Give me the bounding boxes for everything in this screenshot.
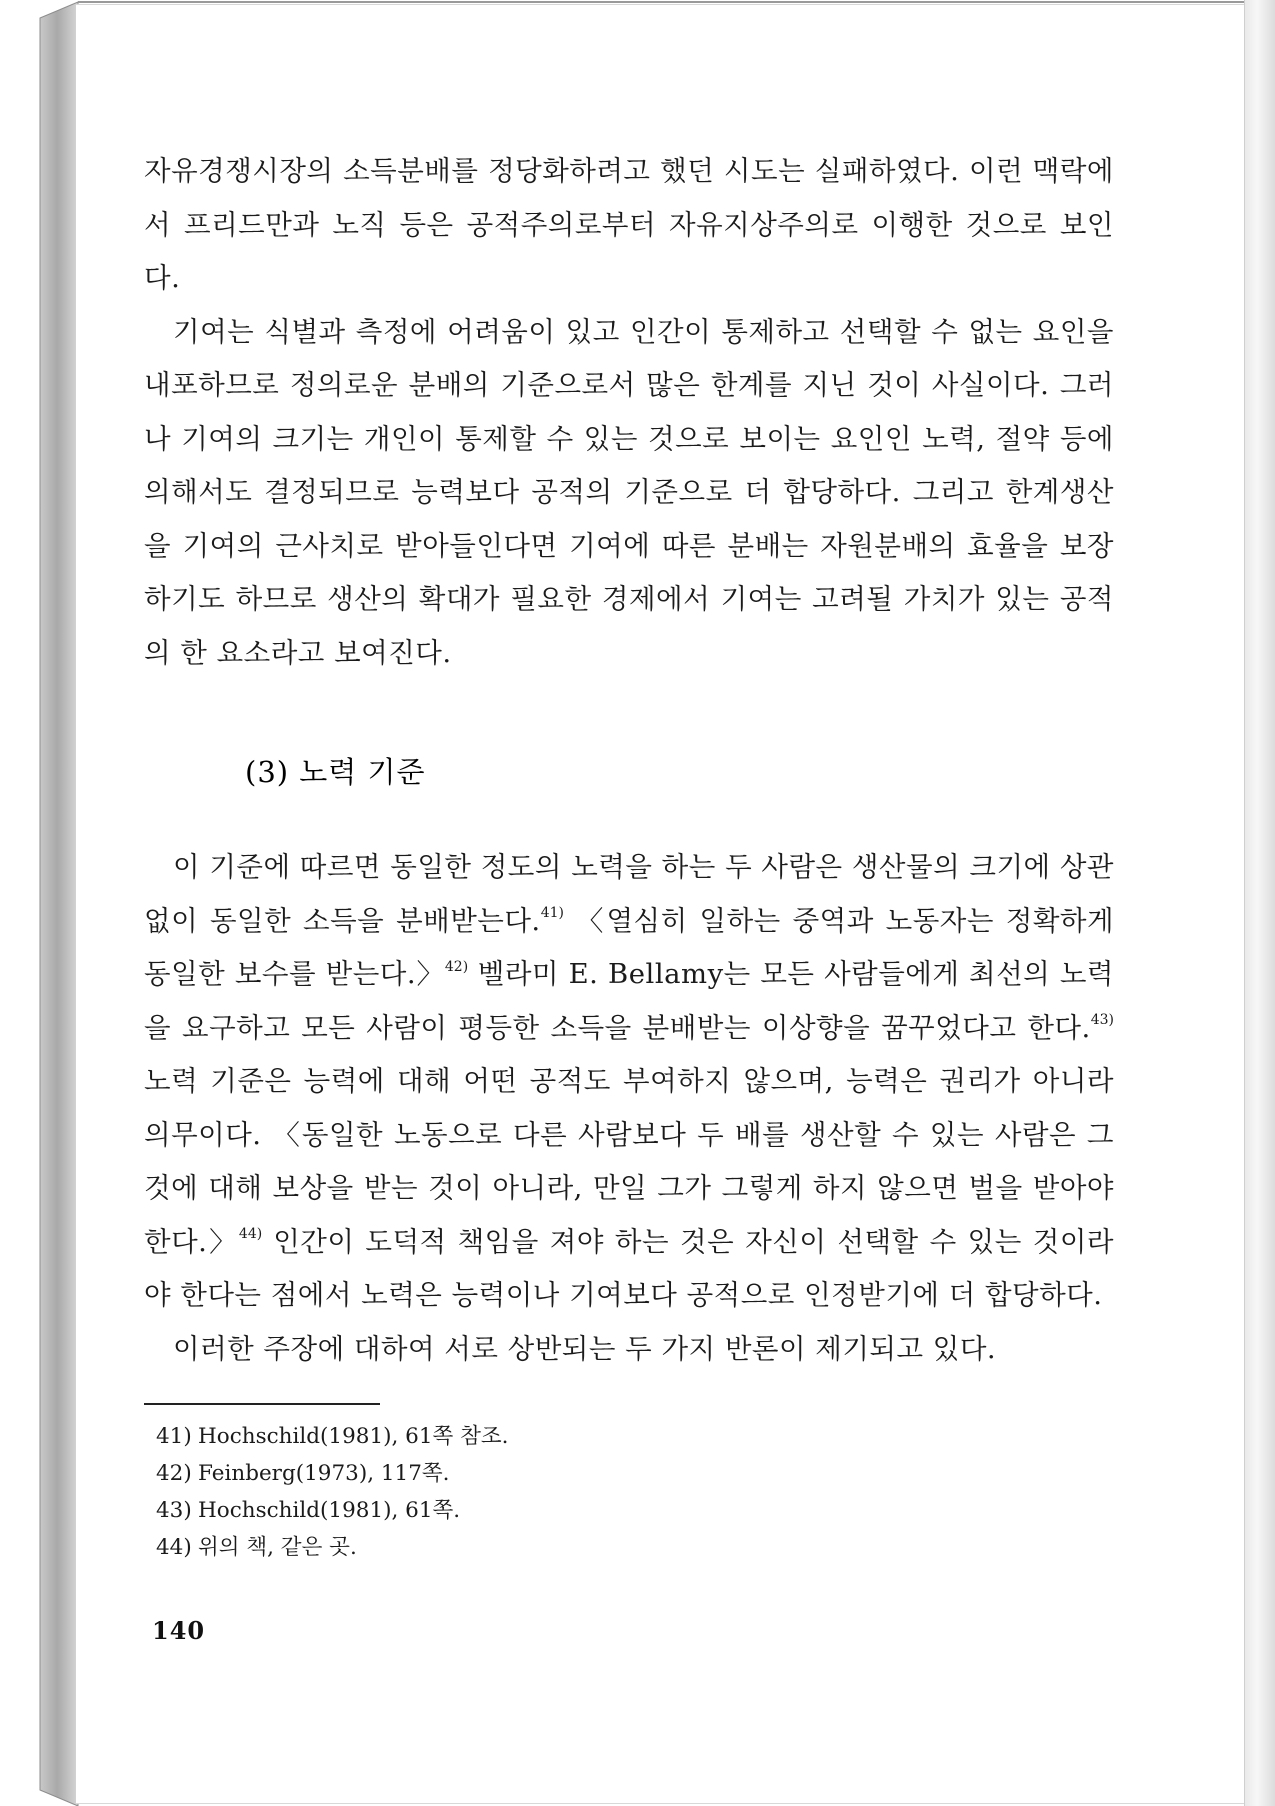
paragraph-3-part-e: 인간이 도덕적 책임을 져야 하는 것은 자신이 선택할 수 있는 것이라야 한다는 점에서 노력은 능력이나 기여보다 공적으로 인정받기에 더 합당하다. <box>144 1225 1114 1311</box>
paragraph-4: 이러한 주장에 대하여 서로 상반되는 두 가지 반론이 제기되고 있다. <box>173 1332 997 1365</box>
paragraph-3-part-d: 노력 기준은 능력에 대해 어떤 공적도 부여하지 않으며, 능력은 권리가 아니라 의무이다. 〈동일한 노동으로 다른 사람보다 두 배를 생산할 수 있는 사람은 그것에 대해 보상을 받는 것이 아니라, 만일 그가 그렇게 하지 않으면 벌을 받아야 한다.〉 <box>144 1065 1114 1258</box>
footnote-text: Hochschild(1981), 61쪽 참조. <box>198 1424 509 1449</box>
footnote-42 <box>156 1455 509 1492</box>
footnote-43 <box>156 1492 509 1529</box>
paragraph-2: 기여는 식별과 측정에 어려움이 있고 인간이 통제하고 선택할 수 없는 요인을 내포하므로 정의로운 분배의 기준으로서 많은 한계를 지닌 것이 사실이다. 그러나 기여의 크기는 개인이 통제할 수 있는 것으로 보이는 요인인 노력, 절약 등에 의해서도 결정되므로 능력보다 공적의 기준으로 더 합당하다. 그리고 한계생산을 기여의 근사치로 받아들인다면 기여에 따른 분배는 자원분배의 효율을 보장하기도 하므로 생산의 확대가 필요한 경제에서 기여는 고려될 가치가 있는 공적의 한 요소라고 보여진다. <box>144 315 1114 669</box>
footnote-ref-41: 41) <box>540 905 564 922</box>
paragraph-1: 자유경쟁시장의 소득분배를 정당화하려고 했던 시도는 실패하였다. 이런 맥락에서 프리드만과 노직 등은 공적주의로부터 자유지상주의로 이행한 것으로 보인다. <box>144 155 1114 294</box>
footnote-number: 41) <box>156 1424 192 1449</box>
footnote-text: Hochschild(1981), 61쪽. <box>198 1498 461 1523</box>
footnote-41 <box>156 1418 509 1455</box>
page-right-edge <box>1244 0 1275 1806</box>
page-number: 140 <box>152 1616 206 1645</box>
footnote-44 <box>156 1529 509 1566</box>
footnote-ref-42: 42) <box>444 958 469 975</box>
footnote-divider <box>144 1403 380 1405</box>
footnote-number: 44) <box>156 1535 192 1560</box>
page-body <box>144 145 1114 680</box>
paragraph-3-part-b: 〈열심히 일하는 중역과 노동자는 정확하게 동일한 보수를 받는다.〉 <box>144 904 1115 990</box>
footnote-number: 42) <box>156 1461 192 1486</box>
footnote-text: 위의 책, 같은 곳. <box>198 1535 357 1560</box>
page-body-2 <box>144 841 1114 1376</box>
footnote-number: 43) <box>156 1498 192 1523</box>
footnote-ref-44: 44) <box>238 1226 263 1243</box>
footnote-ref-43: 43) <box>1090 1012 1114 1029</box>
footnote-text: Feinberg(1973), 117쪽. <box>198 1461 450 1486</box>
footnotes <box>156 1418 509 1566</box>
section-heading: (3) 노력 기준 <box>245 755 426 789</box>
paragraph-3 <box>144 841 1114 1323</box>
paragraph-3-part-a: 이 기준에 따르면 동일한 정도의 노력을 하는 두 사람은 생산물의 크기에 상관 없이 동일한 소득을 분배받는다. <box>144 851 1114 937</box>
paragraph-3-part-c: 벨라미 E. Bellamy는 모든 사람들에게 최선의 노력을 요구하고 모든 사람이 평등한 소득을 분배받는 이상향을 꿈꾸었다고 한다. <box>144 958 1114 1044</box>
